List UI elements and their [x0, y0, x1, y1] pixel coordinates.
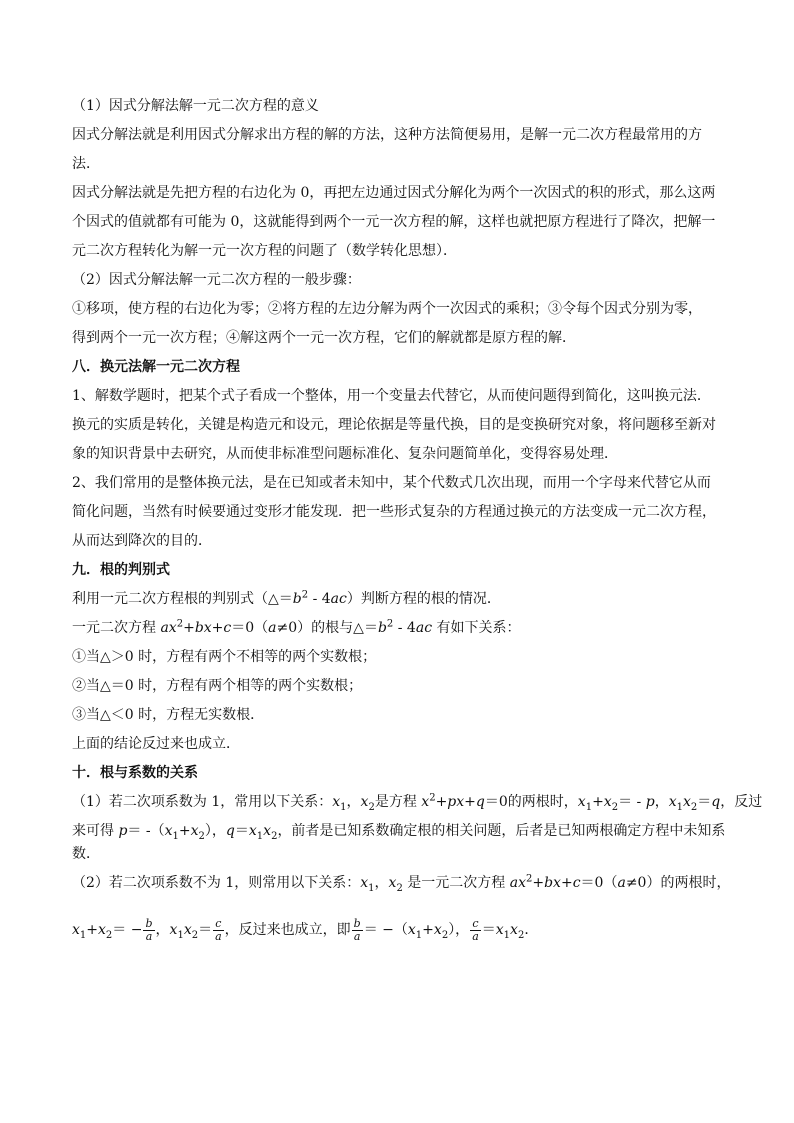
fraction-b-over-a: $\frac{b}{a}$	[145, 916, 153, 943]
section-title: 九．根的判别式	[72, 562, 170, 578]
paragraph-line: 来可得 $p= -(x_1+x_2)$，$q=x_1x_2$，前者是已知系数确定根的相关问题，后者是已知两根确定方程中未知系	[72, 823, 726, 842]
paragraph-line: ①移项，使方程的右边化为零；②将方程的左边分解为两个一次因式的乘积；③令每个因式分别为零，	[72, 301, 702, 317]
section-title: 十．根与系数的关系	[72, 765, 198, 781]
paragraph-line: 1、解数学题时，把某个式子看成一个整体，用一个变量去代替它，从而使问题得到简化，这叫换元法．	[72, 388, 711, 404]
paragraph-line: 元二次方程转化为解一元一次方程的问题了（数学转化思想）．	[72, 243, 457, 259]
paragraph-line: 得到两个一元一次方程；④解这两个一元一次方程，它们的解就都是原方程的解．	[72, 330, 576, 346]
paragraph-line: 数．	[72, 846, 100, 862]
paragraph-line: 2、我们常用的是整体换元法，是在已知或者未知中，某个代数式几次出现，而用一个字母来代替它从而	[72, 475, 711, 491]
paragraph-line: 因式分解法就是利用因式分解求出方程的解的方法，这种方法简便易用，是解一元二次方程最常用的方	[72, 127, 702, 143]
list-item: ③当△＜0 时，方程无实数根．	[72, 707, 265, 723]
paragraph-line: 一元二次方程 $ax^2+bx+c=0(a\ne 0)$的根与$\triangle=b^2 - 4ac$ 有如下关系：	[72, 618, 521, 636]
paragraph-line: 因式分解法就是先把方程的右边化为 0，再把左边通过因式分解化为两个一次因式的积的形式，那么这两	[72, 185, 716, 201]
list-item: ①当△＞0 时，方程有两个不相等的两个实数根；	[72, 649, 377, 665]
paragraph-line: 象的知识背景中去研究，从而使非标准型问题标准化、复杂问题简单化，变得容易处理．	[72, 446, 618, 462]
paragraph-line: （2）若二次项系数不为 1，则常用以下关系：$x_1$，$x_2$ 是一元二次方程 $ax^2+bx+c=0(a\ne 0)$的两根时，	[72, 873, 731, 894]
section-heading: （1）因式分解法解一元二次方程的意义	[72, 98, 319, 114]
document-page	[72, 96, 763, 950]
paragraph-line: 换元的实质是转化，关键是构造元和设元，理论依据是等量代换，目的是变换研究对象，将问题移至新对	[72, 417, 716, 433]
list-item: ②当△＝0 时，方程有两个相等的两个实数根；	[72, 678, 363, 694]
paragraph-line: 法．	[72, 156, 100, 172]
paragraph-line: 个因式的值就都有可能为 0，这就能得到两个一元一次方程的解，这样也就把原方程进行了降次，把解一	[72, 214, 716, 230]
fraction-b-over-a: $\frac{b}{a}$	[353, 916, 361, 943]
section-heading: （2）因式分解法解一元二次方程的一般步骤：	[72, 272, 361, 288]
fraction-c-over-a: $\frac{c}{a}$	[472, 916, 479, 943]
formula-line: $x_1+x_2=$ − $\frac{b}{a}$ ，$x_1x_2=$ $\frac{c}{a}$ ，反过来也成立，即 $\frac{b}{a}$ ＝ $-(x_1+x_2)$， $\frac{c}{a}$ $=x_1x_2$．	[72, 916, 539, 943]
paragraph-line: 上面的结论反过来也成立．	[72, 736, 240, 752]
paragraph-line: （1）若二次项系数为 1，常用以下关系：$x_1$，$x_2$是方程 $x^2+px+q=0$的两根时，$x_1+x_2= - p$，$x_1x_2=q$，反过	[72, 792, 763, 813]
fraction-c-over-a: $\frac{c}{a}$	[215, 916, 222, 943]
paragraph-line: 从而达到降次的目的．	[72, 533, 212, 549]
section-title: 八．换元法解一元二次方程	[72, 359, 240, 375]
paragraph-line: 利用一元二次方程根的判别式$(\triangle=b^2 - 4ac)$判断方程的根的情况．	[72, 589, 501, 607]
paragraph-line: 简化问题，当然有时候要通过变形才能发现．把一些形式复杂的方程通过换元的方法变成一元二次方程，	[72, 504, 716, 520]
